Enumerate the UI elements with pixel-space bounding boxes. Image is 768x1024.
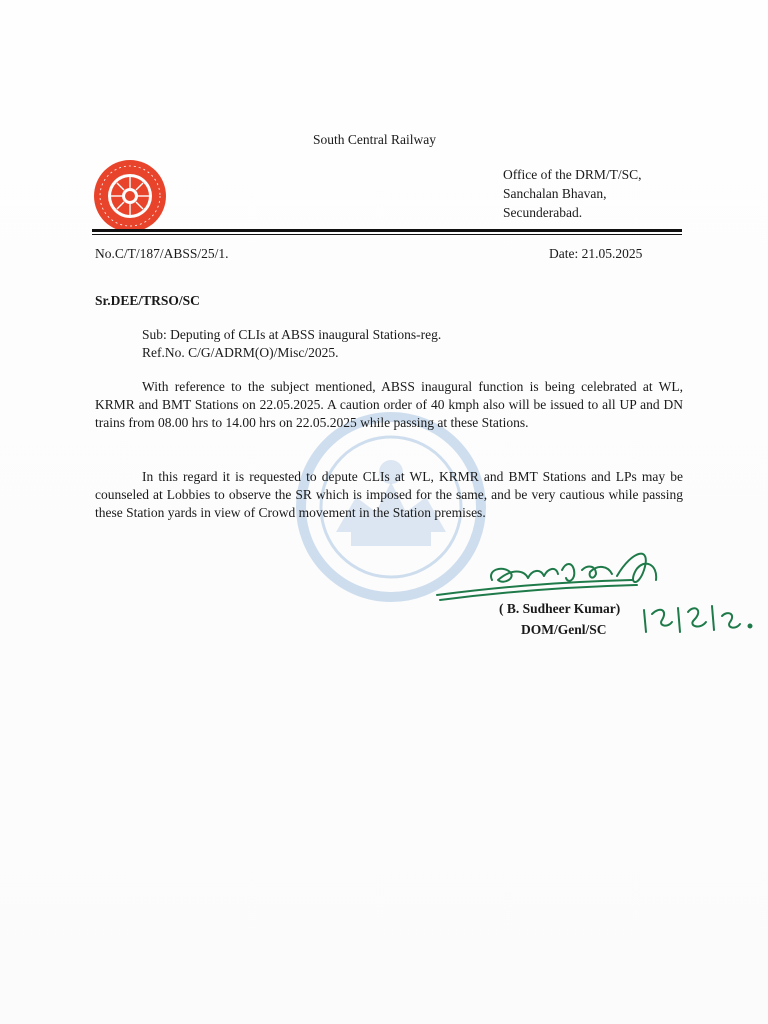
signatory-name: ( B. Sudheer Kumar): [499, 601, 621, 616]
body-paragraph-2: [95, 468, 683, 522]
addressee: Sr.DEE/TRSO/SC: [95, 293, 200, 308]
body-paragraph-2-text: In this regard it is requested to depute CLIs at WL, KRMR and BMT Stations and LPs may be counseled at Lobbies to observe the SR which is imposed for the same, and be very cautious while passing these Station yards in view of Crowd movement in the Station premises.: [95, 469, 683, 520]
reference-line: Ref.No. C/G/ADRM(O)/Misc/2025.: [142, 345, 339, 360]
subject-block: [142, 326, 441, 362]
office-address: [503, 165, 642, 222]
signatory-designation: DOM/Genl/SC: [521, 622, 607, 637]
office-line-1: Office of the DRM/T/SC,: [503, 167, 642, 182]
office-line-2: Sanchalan Bhavan,: [503, 186, 607, 201]
letter-date: Date: 21.05.2025: [549, 246, 643, 261]
body-paragraph-1: [95, 378, 683, 432]
office-line-3: Secunderabad.: [503, 205, 583, 220]
indian-railways-emblem-icon: [90, 156, 170, 236]
subject-line: Sub: Deputing of CLIs at ABSS inaugural Stations-reg.: [142, 327, 442, 342]
body-paragraph-1-text: With reference to the subject mentioned, ABSS inaugural function is being celebrated at WL, KRMR and BMT Stations on 22.05.2025. A caution order of 40 kmph also will be issued to all UP and DN trains from 08.00 hrs to 14.00 hrs on 22.05.2025 while passing at these Stations.: [95, 379, 683, 430]
header-divider-thin: [92, 234, 682, 235]
organization-name: South Central Railway: [313, 132, 436, 147]
header-divider: [92, 229, 682, 232]
reference-number: No.C/T/187/ABSS/25/1.: [95, 246, 229, 261]
